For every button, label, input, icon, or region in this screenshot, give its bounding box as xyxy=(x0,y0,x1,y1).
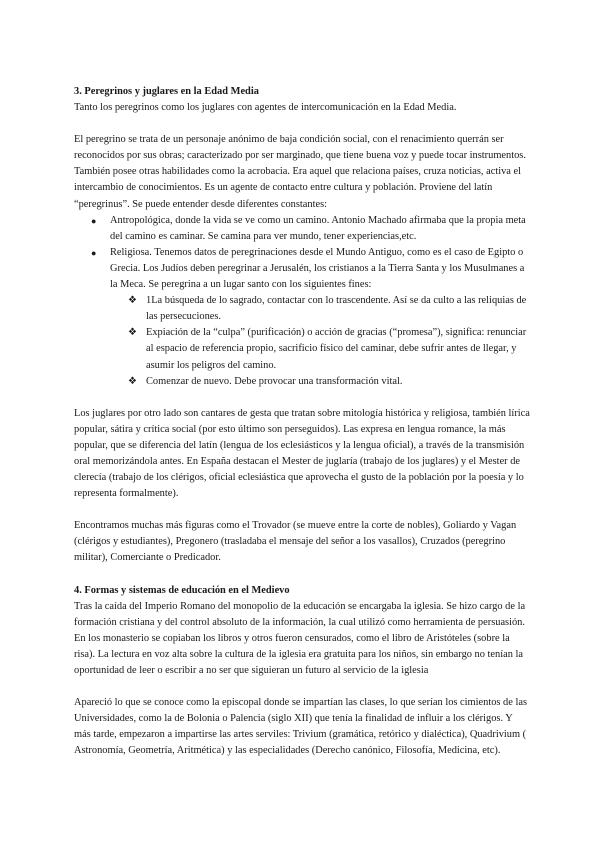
sublist-item xyxy=(110,374,530,390)
section-3-paragraph-figuras: Encontramos muchas más figuras como el Trovador (se mueve entre la corte de nobles), Goliardo y Vagan (clérigos y estudiantes), Pregonero (trasladaba el mensaje del señor a los vasallos), Cruzados (peregrino militar), Comerciante o Predicador. xyxy=(74,520,517,564)
spacer xyxy=(74,679,530,695)
section-4-paragraph-iglesia: Tras la caída del Imperio Romano del monopolio de la educación se encargaba la iglesia. Se hizo cargo de la formación cristiana y del control absoluto de la información, la cual utilizó como herramienta de persuasión. En los monasterio se copiaban los libros y otros fueron censurados, como el libro de Aristóteles (sobre la risa). La lectura en voz alta sobre la cultura de la iglesia era gratuita para los niños, sin embargo no tenían la oportunidad de leer o escribir a no ser que siguieran un futuro al servicio de la iglesia xyxy=(74,600,526,676)
section-3-heading: 3. Peregrinos y juglares en la Edad Media xyxy=(74,86,259,97)
diamond-bullet-icon: ❖ xyxy=(128,327,137,339)
sublist-item-text: Expiación de la “culpa” (purificación) o acción de gracias (“promesa”), significa: renunciar al espacio de referencia propio, sacrificio físico del caminar, debe sufrir antes de llegar, y asumir los peligros del camino. xyxy=(146,327,527,371)
section-3-paragraph-juglares: Los juglares por otro lado son cantares de gesta que tratan sobre mitología histórica y religiosa, también lírica popular, sátira y crítica social (por esto último son perseguidos). Las expresa en lengua romance, la más popular, que se diferencia del latín (lengua de los eclesiásticos y la lengua oficial), a través de la transmisión oral memorizándola antes. En España destacan el Mester de juglaría (trabajo de los juglares) y el Mester de clerecía (trabajo de los clérigos, oficial eclesiástica que aprovecha el gusto de la población por la poesía y lo representa formalmente). xyxy=(74,407,530,500)
section-3-intro: Tanto los peregrinos como los juglares con agentes de intercomunicación en la Edad Media. xyxy=(74,102,457,114)
sublist-item xyxy=(110,293,530,325)
bullet-icon: ● xyxy=(91,215,97,226)
sublist-item-text: Comenzar de nuevo. Debe provocar una transformación vital. xyxy=(146,375,403,387)
document-body xyxy=(74,84,530,759)
diamond-bullet-icon: ❖ xyxy=(128,375,137,387)
spacer xyxy=(74,116,530,132)
section-4-heading: 4. Formas y sistemas de educación en el Medievo xyxy=(74,584,290,596)
bullet-icon: ● xyxy=(91,247,97,258)
diamond-bullet-icon: ❖ xyxy=(128,295,137,307)
sublist-item-text: 1La búsqueda de lo sagrado, contactar con lo trascendente. Así se da culto a las reliquias de las persecuciones. xyxy=(146,295,527,323)
constants-list xyxy=(74,213,530,390)
list-item-text: Antropológica, donde la vida se ve como un camino. Antonio Machado afirmaba que la propia meta del camino es caminar. Se camina para ver mundo, tener experiencias,etc. xyxy=(110,214,526,242)
spacer xyxy=(74,390,530,406)
section-4-paragraph-universidades: Apareció lo que se conoce como la episcopal donde se impartían las clases, lo que serían los cimientos de las Universidades, como la de Bolonia o Palencia (siglo XII) que tenía la finalidad de influir a los clérigos. Y más tarde, empezaron a impartirse las artes serviles: Trivium (gramática, retórico y dialéctica), Quadrivium ( Astronomía, Geometría, Aritmética) y las especialidades (Derecho canónico, Filosofía, Medicina, etc). xyxy=(74,697,528,757)
spacer xyxy=(74,502,530,518)
section-3-paragraph-peregrino: El peregrino se trata de un personaje anónimo de baja condición social, con el renacimiento querrán ser reconocidos por sus obras; caracterizado por ser marginado, que tiene buena voz y puede tocar instrumentos. También posee otras habilidades como la acrobacia. Era aquel que relaciona países, cruza noticias, activa el intercambio de conocimientos. Es un agente de contacto entre cultura y población. Proviene del latín “peregrinus”. Se puede entender desde diferentes constantes: xyxy=(74,134,526,210)
list-item-text: Religiosa. Tenemos datos de peregrinaciones desde el Mundo Antiguo, como es el caso de Egipto o Grecia. Los Judíos deben peregrinar a Jerusalén, los cristianos a la Tierra Santa y los Musulmanes a la Meca. Se peregrina a un lugar santo con los siguientes fines: xyxy=(110,246,525,291)
list-item-religiosa xyxy=(74,245,530,390)
spacer xyxy=(74,567,530,583)
purposes-sublist xyxy=(110,293,530,390)
list-item-antropologica xyxy=(74,213,530,245)
sublist-item xyxy=(110,325,530,373)
